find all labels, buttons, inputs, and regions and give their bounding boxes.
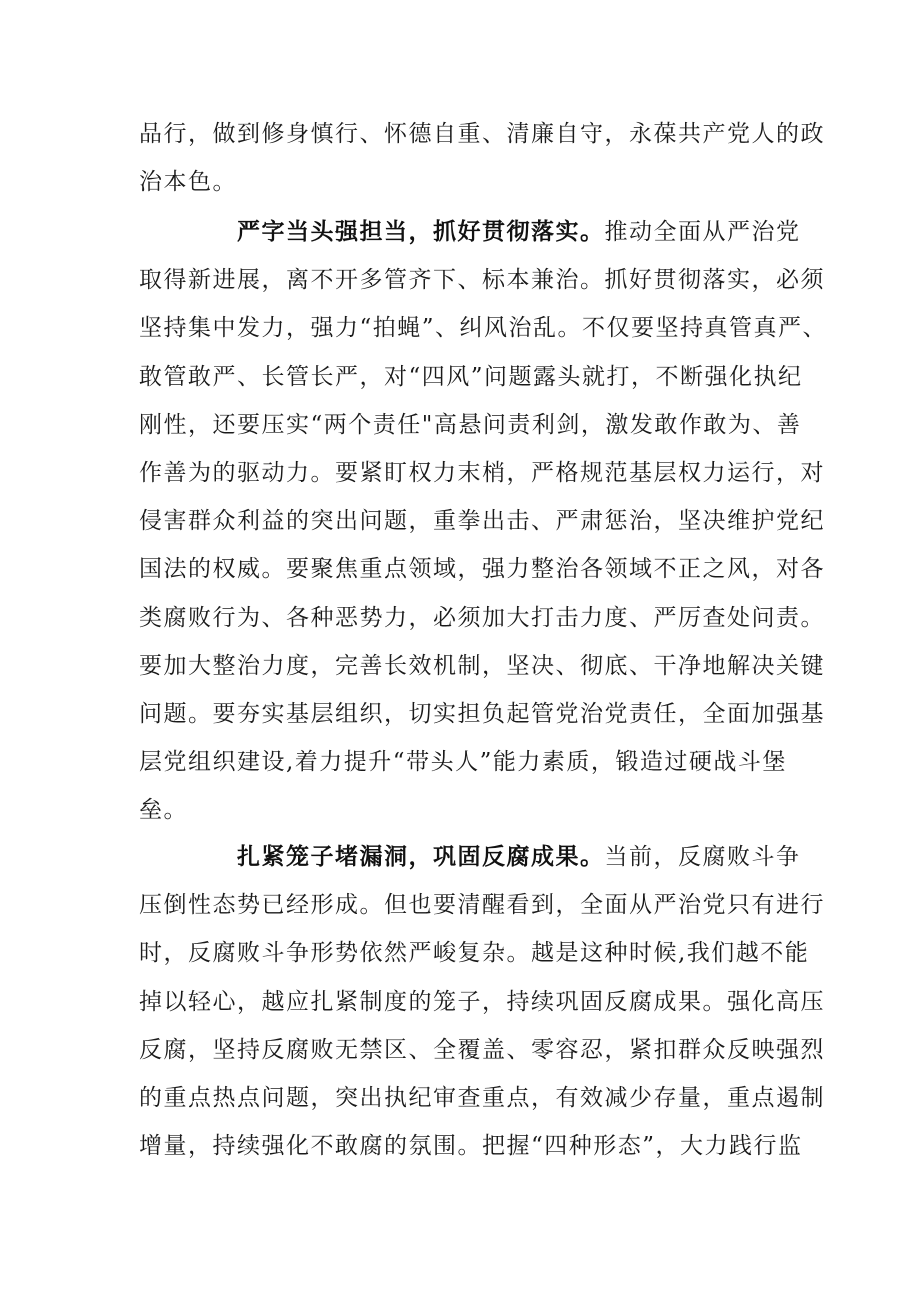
text-line: 治本色。 <box>139 169 237 196</box>
paragraph-2 <box>139 208 827 834</box>
text-line: 敢管敢严、长管长严，对“四风”问题露头就打，不断强化执纪 <box>139 363 803 390</box>
text-line: 垒。 <box>139 797 188 824</box>
text-line: 作善为的驱动力。要紧盯权力末梢，严格规范基层权力运行，对 <box>139 459 825 486</box>
paragraph-1 <box>139 110 825 206</box>
paragraph-lead-text: 推动全面从严治党 <box>604 219 801 245</box>
text-line: 刚性，还要压实“两个责任"高悬问责利剑，激发敢作敢为、善 <box>139 411 802 438</box>
text-line: 问题。要夯实基层组织，切实担负起管党治党责任，全面加强基 <box>139 700 825 727</box>
text-line: 国法的权威。要聚焦重点领域，强力整治各领域不正之风，对各 <box>139 556 825 583</box>
text-line: 时，反腐败斗争形势依然严峻复杂。越是这种时候,我们越不能 <box>139 940 810 967</box>
text-line: 类腐败行为、各种恶势力，必须加大打击力度、严厉查处问责。 <box>139 604 825 631</box>
text-line: 的重点热点问题，突出执纪审查重点，有效减少存量，重点遏制 <box>139 1084 825 1111</box>
text-line: 层党组织建设,着力提升“带头人”能力素质，锻造过硬战斗堡 <box>139 749 787 776</box>
paragraph-heading: 扎紧笼子堵漏洞，巩固反腐成果。 <box>237 844 605 870</box>
paragraph-first-line <box>139 833 825 881</box>
paragraph-first-line <box>139 208 827 256</box>
text-line: 侵害群众利益的突出问题，重拳出击、严肃惩治，坚决维护党纪 <box>139 508 825 535</box>
paragraph-heading: 严字当头强担当，抓好贯彻落实。 <box>237 219 605 245</box>
text-line: 压倒性态势已经形成。但也要清醒看到，全面从严治党只有进行 <box>139 892 825 919</box>
paragraph-3 <box>139 833 825 1170</box>
paragraph-lead-text: 当前，反腐败斗争 <box>604 844 801 870</box>
text-line: 增量，持续强化不敢腐的氛围。把握“四种形态”，大力践行监 <box>139 1133 803 1160</box>
text-line: 取得新进展，离不开多管齐下、标本兼治。抓好贯彻落实，必须 <box>139 267 825 294</box>
text-line: 品行，做到修身慎行、怀德自重、清廉自守，永葆共产党人的政 <box>139 121 825 147</box>
text-line: 反腐，坚持反腐败无禁区、全覆盖、零容忍，紧扣群众反映强烈 <box>139 1036 825 1063</box>
text-line: 坚持集中发力，强力“拍蝇”、纠风治乱。不仅要坚持真管真严、 <box>139 315 828 342</box>
text-line: 掉以轻心，越应扎紧制度的笼子，持续巩固反腐成果。强化高压 <box>139 988 825 1015</box>
text-line: 要加大整治力度，完善长效机制，坚决、彻底、干净地解决关键 <box>139 652 825 679</box>
